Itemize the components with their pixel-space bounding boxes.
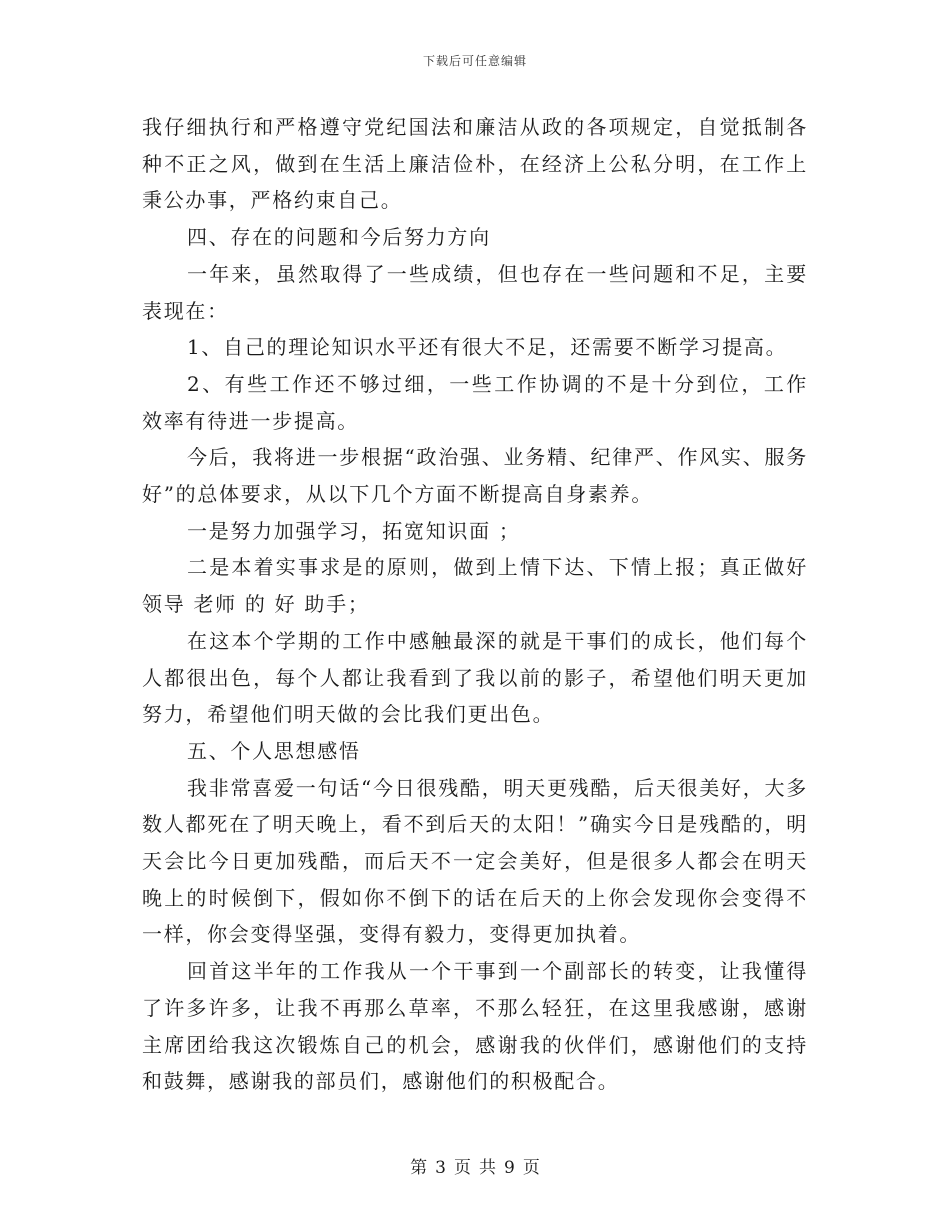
document-body bbox=[142, 109, 808, 1100]
paragraph-growth: 在这本个学期的工作中感触最深的就是干事们的成长，他们每个人都很出色，每个人都让我看到了我以前的影子，希望他们明天更加努力，希望他们明天做的会比我们更出色。 bbox=[142, 628, 808, 727]
section-heading-problems: 四、存在的问题和今后努力方向 bbox=[187, 225, 491, 250]
list-item-study: 一是努力加强学习，拓宽知识面 ； bbox=[187, 518, 521, 543]
paragraph-discipline: 我仔细执行和严格遵守党纪国法和廉洁从政的各项规定，自觉抵制各种不正之风，做到在生活上廉洁俭朴，在经济上公私分明，在工作上秉公办事，严格约束自己。 bbox=[142, 115, 808, 213]
footer-current-page: 3 bbox=[435, 1158, 446, 1178]
paragraph-gratitude: 回首这半年的工作我从一个干事到一个副部长的转变，让我懂得了许多许多，让我不再那么草率，不那么轻狂，在这里我感谢，感谢主席团给我这次锻炼自己的机会，感谢我的伙伴们，感谢他们的支持和鼓舞，感谢我的部员们，感谢他们的积极配合。 bbox=[142, 959, 808, 1094]
footer-prefix: 第 bbox=[410, 1158, 428, 1178]
page-number-footer bbox=[0, 1153, 950, 1178]
paragraph-future-plan: 今后，我将进一步根据“政治强、业务精、纪律严、作风实、服务好”的总体要求，从以下几个方面不断提高自身素养。 bbox=[142, 445, 808, 507]
footer-total-word: 共 bbox=[479, 1158, 496, 1178]
list-item-assistant: 二是本着实事求是的原则，做到上情下达、下情上报；真正做好领导 老师 的 好 助手； bbox=[142, 555, 808, 617]
list-item-efficiency: 2、有些工作还不够过细，一些工作协调的不是十分到位，工作效率有待进一步提高。 bbox=[142, 371, 808, 433]
footer-suffix: 页 bbox=[522, 1158, 540, 1178]
page-header: 下载后可任意编辑 bbox=[422, 54, 527, 68]
section-heading-reflection: 五、个人思想感悟 bbox=[187, 738, 361, 763]
paragraph-shortcomings-intro: 一年来，虽然取得了一些成绩，但也存在一些问题和不足，主要表现在： bbox=[142, 261, 808, 323]
footer-total-pages: 9 bbox=[504, 1158, 515, 1178]
list-item-theory: 1、自己的理论知识水平还有很大不足，还需要不断学习提高。 bbox=[187, 335, 788, 360]
footer-page-word: 页 bbox=[454, 1158, 471, 1178]
paragraph-quote: 我非常喜爱一句话“今日很残酷，明天更残酷，后天很美好，大多数人都死在了明天晚上，看不到后天的太阳！”确实今日是残酷的，明天会比今日更加残酷，而后天不一定会美好，但是很多人都会在明天晚上的时候倒下，假如你不倒下的话在后天的上你会发现你会变得不一样，你会变得坚强，变得有毅力，变得更加执着。 bbox=[142, 775, 808, 947]
